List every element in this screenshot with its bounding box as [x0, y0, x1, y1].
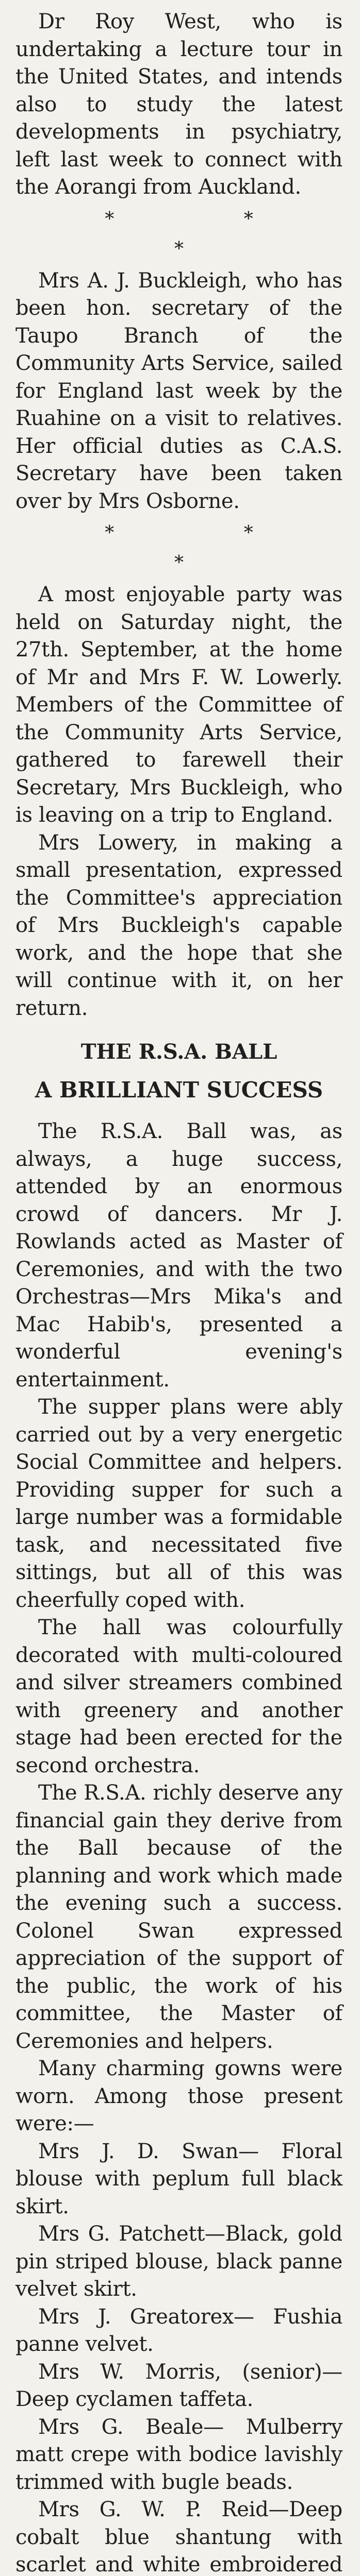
ball-heading: THE R.S.A. BALL — [80, 1040, 277, 1064]
section-separator: * * * — [105, 208, 315, 260]
article-paragraph: Many charming gowns were worn. Among those present were:— — [15, 2057, 342, 2136]
article-paragraph: Dr Roy West, who is undertaking a lecture tour in the United States, and intends also to study the latest developments in psychiatry, left last week to connect with the Aorangi from Auckland. — [15, 10, 342, 199]
gown-entry: Mrs G. Beale— Mulberry matt crepe with bodice lavishly trimmed with bugle beads. — [15, 2415, 342, 2494]
gown-entry: Mrs J. Greatorex— Fushia panne velvet. — [15, 2304, 342, 2356]
article-paragraph: The R.S.A. Ball was, as always, a huge success, attended by an enormous crowd of dancers. Mr J. Rowlands acted as Master of Ceremonies, and with the two Orchestras—Mrs Mika's and Mac Habib's, presented a wonderful evening's entertainment. — [15, 1120, 342, 1392]
article-paragraph: Mrs Lowery, in making a small presentation, expressed the Committee's appreciation of Mrs Buckleigh's capable work, and the hope that she will continue with it, on her return. — [15, 831, 342, 1020]
article-paragraph: The hall was colourfully decorated with multi-coloured and silver streamers combined with greenery and another stage had been erected for the second orchestra. — [15, 1616, 342, 1777]
gown-entry: Mrs W. Morris, (senior)— Deep cyclamen taffeta. — [15, 2360, 342, 2411]
gown-entry: Mrs J. D. Swan— Floral blouse with peplum full black skirt. — [15, 2139, 342, 2218]
gown-entry: Mrs G. Patchett—Black, gold pin striped blouse, black panne velvet skirt. — [15, 2222, 342, 2301]
article-paragraph: A most enjoyable party was held on Saturday night, the 27th. September, at the home of Mr and Mrs F. W. Lowerly. Members of the Committee of the Community Arts Service, gathered to farewell their Secretary, Mrs Buckleigh, who is leaving on a trip to England. — [15, 583, 342, 827]
ball-subheading: A BRILLIANT SUCCESS — [35, 1077, 323, 1103]
gown-entry: Mrs G. W. P. Reid—Deep cobalt blue shantung with scarlet and white embroidered — [15, 2498, 342, 2576]
section-separator: * * * — [105, 522, 315, 573]
article-paragraph: Mrs A. J. Buckleigh, who has been hon. secretary of the Taupo Branch of the Community Arts Service, sailed for England last week by the Ruahine on a visit to relatives. Her official duties as C.A.S. Secretary have been taken over by Mrs Osborne. — [15, 268, 342, 513]
article-paragraph: The R.S.A. richly deserve any financial gain they derive from the Ball because of the planning and work which made the evening such a success. Colonel Swan expressed appreciation of the support of the public, the work of his committee, the Master of Ceremonies and helpers. — [15, 1781, 342, 2053]
article-paragraph: The supper plans were ably carried out by a very energetic Social Committee and helpers. Providing supper for such a large number was a formidable task, and necessitated five sittings, but all of this was cheerfully coped with. — [15, 1395, 342, 1612]
